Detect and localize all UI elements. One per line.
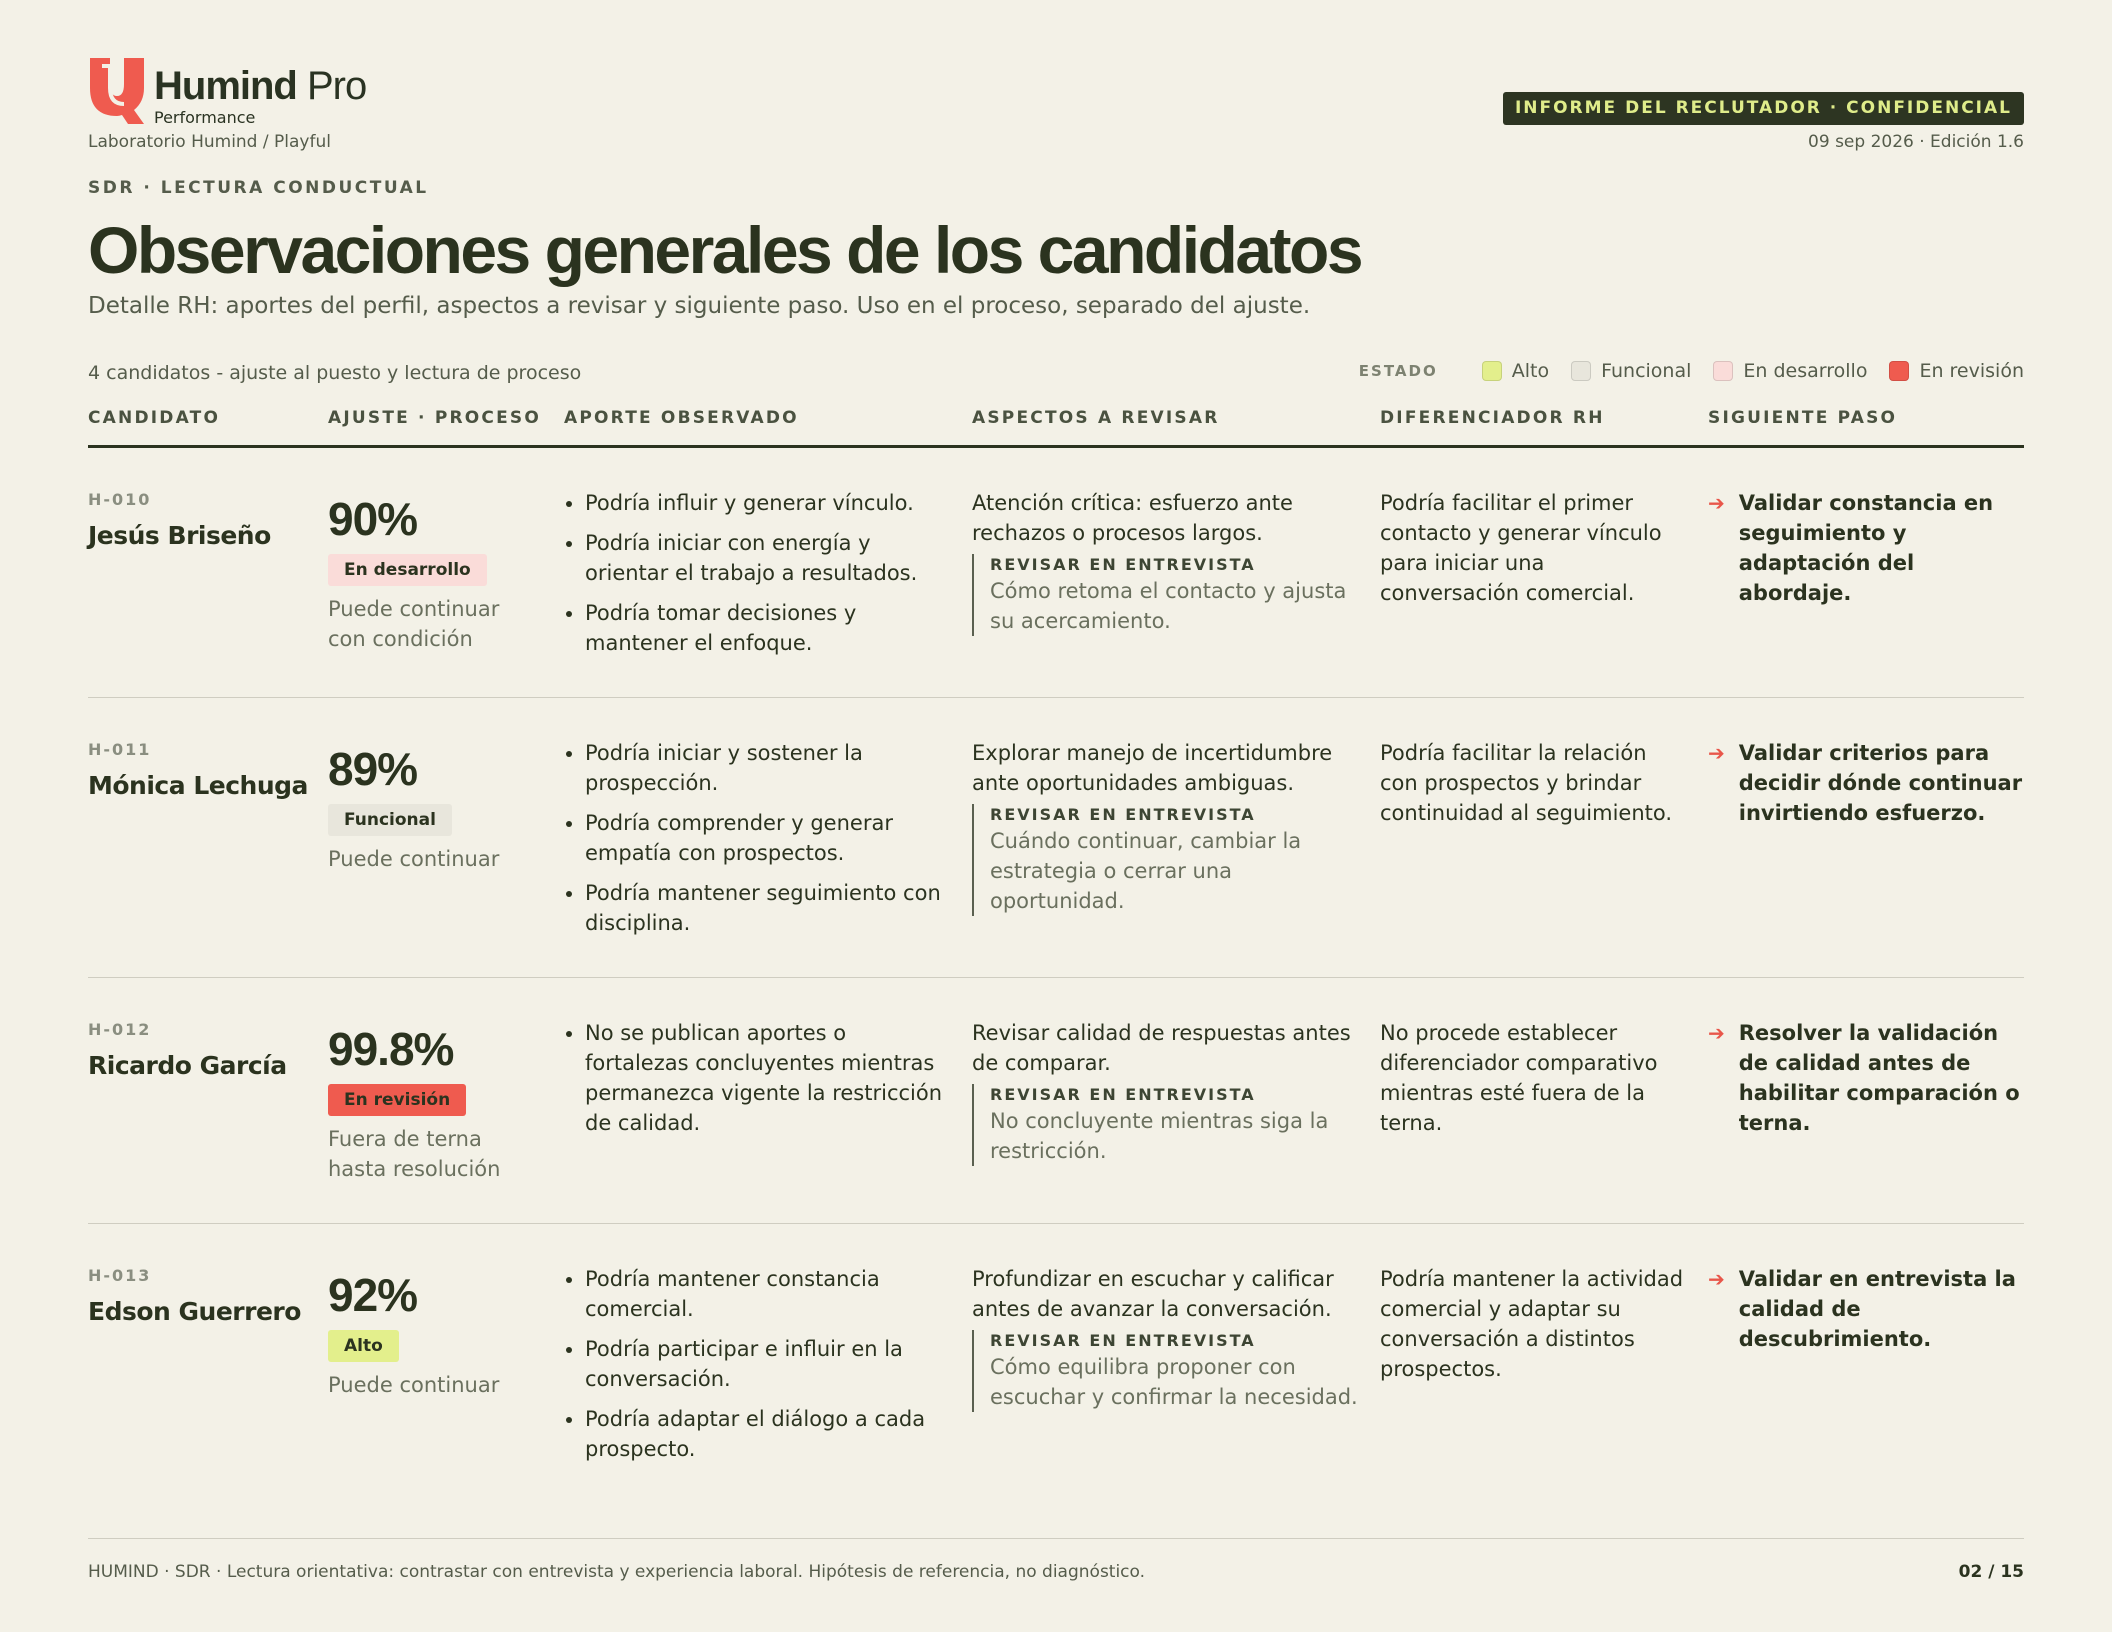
- fit-percentage: 92%: [328, 1269, 418, 1321]
- next-step-cell: [1708, 1264, 2028, 1354]
- legend-item-funcional: [1571, 360, 1691, 382]
- status-badge: Funcional: [328, 804, 452, 836]
- legend-swatch: [1889, 361, 1909, 381]
- arrow-right-icon: ➔: [1708, 1021, 1725, 1045]
- legend-item-en-desarrollo: [1713, 360, 1867, 382]
- legend-swatch: [1571, 361, 1591, 381]
- status-badge: Alto: [328, 1330, 399, 1362]
- table-row: [88, 488, 2024, 698]
- interview-label: REVISAR EN ENTREVISTA: [990, 805, 1256, 824]
- brand-name: Humind Pro: [154, 64, 367, 108]
- aporte-cell: [564, 488, 944, 668]
- list-item: No se publican aportes o fortalezas concluyentes mientras permanezca vigente la restricción de calidad.: [564, 1018, 944, 1138]
- interview-detail: Cómo equilibra proponer con escuchar y confirmar la necesidad.: [990, 1355, 1358, 1409]
- review-text: Profundizar en escuchar y calificar antes de avanzar la conversación.: [972, 1267, 1334, 1321]
- candidate-name: Edson Guerrero: [88, 1297, 301, 1326]
- review-text: Revisar calidad de respuestas antes de comparar.: [972, 1021, 1351, 1075]
- column-header-candidato: CANDIDATO: [88, 408, 221, 428]
- review-cell: [972, 1264, 1362, 1412]
- list-item: Podría influir y generar vínculo.: [564, 488, 944, 518]
- differentiator-text: Podría mantener la actividad comercial y adaptar su conversación a distintos prospectos.: [1380, 1267, 1684, 1381]
- lab-label: Laboratorio Humind / Playful: [88, 132, 331, 152]
- page-title: Observaciones generales de los candidatos: [88, 213, 1362, 287]
- interview-detail: No concluyente mientras siga la restricción.: [990, 1109, 1329, 1163]
- status-legend: [1359, 360, 2024, 382]
- candidate-count: 4 candidatos - ajuste al puesto y lectura de proceso: [88, 362, 582, 384]
- legend-swatch: [1482, 361, 1502, 381]
- interview-note: [972, 1084, 1362, 1166]
- next-step-cell: [1708, 488, 2028, 608]
- process-status: Puede continuar con condición: [328, 597, 500, 651]
- candidate-name: Ricardo García: [88, 1051, 287, 1080]
- list-item: Podría comprender y generar empatía con prospectos.: [564, 808, 944, 868]
- status-badge: En revisión: [328, 1084, 466, 1116]
- aporte-cell: [564, 1018, 944, 1148]
- legend-item-label: Funcional: [1601, 360, 1692, 382]
- fit-percentage: 90%: [328, 493, 418, 545]
- differentiator-text: Podría facilitar el primer contacto y generar vínculo para iniciar una conversación comercial.: [1380, 491, 1662, 605]
- differentiator-cell: [1380, 488, 1690, 608]
- legend-swatch: [1713, 361, 1733, 381]
- legend-item-label: Alto: [1511, 360, 1550, 382]
- page-subtitle: Detalle RH: aportes del perfil, aspectos a revisar y siguiente paso. Uso en el proceso, separado del ajuste.: [88, 293, 1311, 319]
- arrow-right-icon: ➔: [1708, 741, 1725, 765]
- report-page: [88, 0, 2024, 1632]
- candidate-cell: [88, 738, 308, 800]
- list-item: Podría iniciar con energía y orientar el trabajo a resultados.: [564, 528, 944, 588]
- eyebrow: SDR · LECTURA CONDUCTUAL: [88, 178, 429, 198]
- next-step-text: Validar constancia en seguimiento y adaptación del abordaje.: [1738, 491, 1994, 605]
- differentiator-cell: [1380, 1264, 1690, 1384]
- interview-note: [972, 804, 1362, 916]
- footer-disclaimer: HUMIND · SDR · Lectura orientativa: contrastar con entrevista y experiencia laboral. Hipótesis de referencia, no diagnóstico.: [88, 1562, 1146, 1582]
- legend-item-label: En revisión: [1919, 360, 2024, 382]
- candidate-id: H-013: [88, 1266, 152, 1285]
- fit-percentage: 89%: [328, 743, 418, 795]
- fit-cell: [328, 488, 518, 654]
- process-status: Puede continuar: [328, 847, 500, 871]
- aporte-cell: [564, 1264, 944, 1474]
- candidate-cell: [88, 1264, 301, 1326]
- candidate-id: H-011: [88, 740, 152, 759]
- review-cell: [972, 738, 1362, 916]
- list-item: Podría participar e influir en la conversación.: [564, 1334, 944, 1394]
- aporte-cell: [564, 738, 944, 948]
- candidate-cell: [88, 488, 271, 550]
- status-badge: En desarrollo: [328, 554, 487, 586]
- differentiator-cell: [1380, 1018, 1690, 1138]
- candidate-name: Mónica Lechuga: [88, 771, 308, 800]
- review-text: Atención crítica: esfuerzo ante rechazos o procesos largos.: [972, 491, 1293, 545]
- edition-date: 09 sep 2026 · Edición 1.6: [1808, 132, 2024, 152]
- review-cell: [972, 488, 1362, 636]
- next-step-text: Validar criterios para decidir dónde continuar invirtiendo esfuerzo.: [1738, 741, 2023, 825]
- table-row: [88, 738, 2024, 978]
- legend-item-label: En desarrollo: [1743, 360, 1868, 382]
- interview-note: [972, 554, 1362, 636]
- candidate-cell: [88, 1018, 287, 1080]
- interview-note: [972, 1330, 1362, 1412]
- candidate-name: Jesús Briseño: [88, 521, 271, 550]
- next-step-cell: [1708, 1018, 2028, 1138]
- candidate-id: H-012: [88, 1020, 152, 1039]
- list-item: Podría mantener constancia comercial.: [564, 1264, 944, 1324]
- arrow-right-icon: ➔: [1708, 1267, 1725, 1291]
- interview-detail: Cómo retoma el contacto y ajusta su acercamiento.: [990, 579, 1347, 633]
- list-item: Podría adaptar el diálogo a cada prospecto.: [564, 1404, 944, 1464]
- table-row: [88, 1018, 2024, 1224]
- fit-percentage: 99.8%: [328, 1023, 454, 1075]
- next-step-text: Validar en entrevista la calidad de descubrimiento.: [1738, 1267, 2016, 1351]
- table-row: [88, 1264, 2024, 1504]
- column-header-diferenciador: DIFERENCIADOR RH: [1380, 408, 1605, 428]
- table-header: [88, 408, 2024, 448]
- candidate-id: H-010: [88, 490, 152, 509]
- differentiator-cell: [1380, 738, 1690, 828]
- fit-cell: [328, 1264, 518, 1400]
- differentiator-text: Podría facilitar la relación con prospectos y brindar continuidad al seguimiento.: [1380, 741, 1673, 825]
- brand-subtitle: Performance: [154, 108, 256, 127]
- next-step-cell: [1708, 738, 2028, 828]
- fit-cell: [328, 738, 518, 874]
- column-header-revisar: ASPECTOS A REVISAR: [972, 408, 1220, 428]
- legend-item-alto: [1482, 360, 1549, 382]
- list-item: Podría mantener seguimiento con disciplina.: [564, 878, 944, 938]
- brand: [88, 58, 366, 128]
- differentiator-text: No procede establecer diferenciador comparativo mientras esté fuera de la terna.: [1380, 1021, 1658, 1135]
- list-item: Podría iniciar y sostener la prospección.: [564, 738, 944, 798]
- page-number: 02 / 15: [1958, 1562, 2024, 1582]
- column-header-aporte: APORTE OBSERVADO: [564, 408, 799, 428]
- interview-label: REVISAR EN ENTREVISTA: [990, 1085, 1256, 1104]
- next-step-text: Resolver la validación de calidad antes de habilitar comparación o terna.: [1738, 1021, 2020, 1135]
- legend-item-en-revision: [1889, 360, 2024, 382]
- interview-label: REVISAR EN ENTREVISTA: [990, 1331, 1256, 1350]
- column-header-siguiente: SIGUIENTE PASO: [1708, 408, 1898, 428]
- humind-logo-icon: [88, 58, 146, 126]
- process-status: Puede continuar: [328, 1373, 500, 1397]
- arrow-right-icon: ➔: [1708, 491, 1725, 515]
- footer-divider: [88, 1538, 2024, 1539]
- confidential-badge: INFORME DEL RECLUTADOR · CONFIDENCIAL: [1503, 92, 2024, 125]
- list-item: Podría tomar decisiones y mantener el enfoque.: [564, 598, 944, 658]
- legend-label: ESTADO: [1358, 362, 1438, 380]
- interview-detail: Cuándo continuar, cambiar la estrategia o cerrar una oportunidad.: [990, 829, 1302, 913]
- fit-cell: [328, 1018, 518, 1184]
- column-header-ajuste: AJUSTE · PROCESO: [328, 408, 542, 428]
- process-status: Fuera de terna hasta resolución: [328, 1127, 501, 1181]
- review-text: Explorar manejo de incertidumbre ante oportunidades ambiguas.: [972, 741, 1333, 795]
- interview-label: REVISAR EN ENTREVISTA: [990, 555, 1256, 574]
- review-cell: [972, 1018, 1362, 1166]
